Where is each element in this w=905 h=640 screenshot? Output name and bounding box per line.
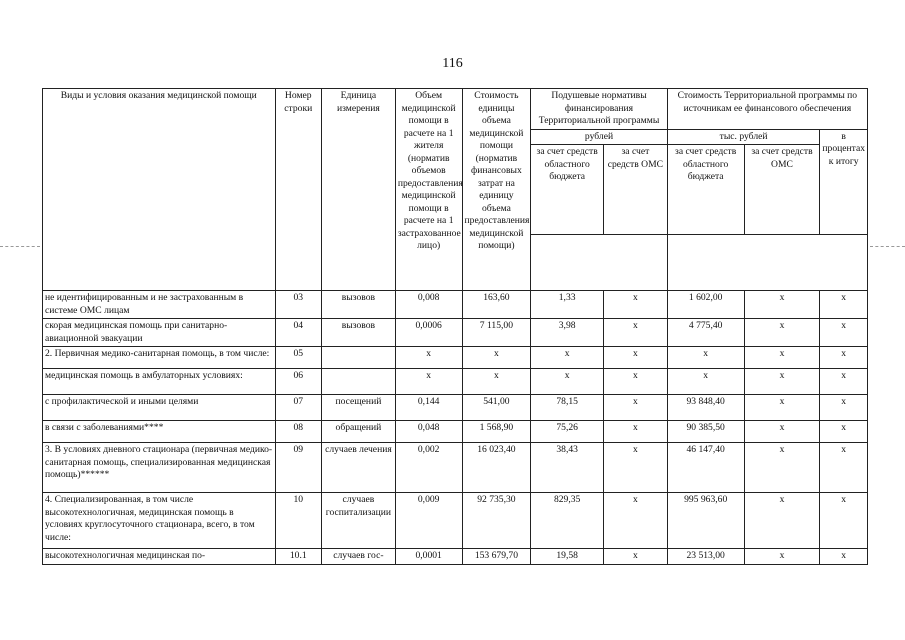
table-row — [43, 421, 868, 443]
row-cost-budget: 4 775,40 — [667, 319, 744, 347]
row-unit-cost: 92 735,30 — [462, 493, 531, 549]
row-percent: х — [820, 443, 868, 493]
row-number: 08 — [275, 421, 322, 443]
scan-artifact-line-left — [0, 246, 40, 247]
row-cost-budget: 23 513,00 — [667, 549, 744, 565]
table-row — [43, 395, 868, 421]
row-percent: х — [820, 421, 868, 443]
header-percent-of-total: в процентах к итогу — [820, 129, 868, 235]
row-percapita-budget: 1,33 — [531, 291, 604, 319]
row-number: 03 — [275, 291, 322, 319]
row-number: 04 — [275, 319, 322, 347]
row-label: 3. В условиях дневного стационара (первичная медико-санитарная помощь, специализированная медицинская помощь)****** — [43, 443, 276, 493]
header-program-cost-group: Стоимость Территориальной программы по источникам ее финансового обеспечения — [667, 89, 867, 130]
row-volume: х — [395, 369, 462, 395]
row-percapita-oms: х — [604, 493, 668, 549]
row-unit-cost: 541,00 — [462, 395, 531, 421]
row-unit: посещений — [322, 395, 396, 421]
row-unit — [322, 369, 396, 395]
row-unit-cost: 16 023,40 — [462, 443, 531, 493]
row-label: не идентифицированным и не застрахованным в системе ОМС лицам — [43, 291, 276, 319]
row-unit-cost: 163,60 — [462, 291, 531, 319]
row-cost-oms: х — [744, 421, 820, 443]
row-label: 2. Первичная медико-санитарная помощь, в том числе: — [43, 347, 276, 369]
row-percapita-budget: х — [531, 347, 604, 369]
row-percapita-budget: 19,58 — [531, 549, 604, 565]
row-cost-oms: х — [744, 369, 820, 395]
row-cost-oms: х — [744, 443, 820, 493]
row-volume: 0,144 — [395, 395, 462, 421]
row-percent: х — [820, 319, 868, 347]
row-cost-oms: х — [744, 291, 820, 319]
row-percapita-oms: х — [604, 421, 668, 443]
row-percapita-oms: х — [604, 549, 668, 565]
row-percapita-budget: 78,15 — [531, 395, 604, 421]
header-row-number: Номер строки — [275, 89, 322, 291]
row-percapita-budget: 75,26 — [531, 421, 604, 443]
row-volume: 0,048 — [395, 421, 462, 443]
row-volume: 0,009 — [395, 493, 462, 549]
header-spacer-left — [531, 235, 667, 291]
row-percapita-budget: 38,43 — [531, 443, 604, 493]
row-number: 09 — [275, 443, 322, 493]
row-volume: 0,0001 — [395, 549, 462, 565]
scan-artifact-line-right — [870, 246, 905, 247]
row-label: в связи с заболеваниями**** — [43, 421, 276, 443]
row-cost-oms: х — [744, 347, 820, 369]
row-unit: вызовов — [322, 319, 396, 347]
table-row — [43, 319, 868, 347]
header-percapita-budget: за счет средств областного бюджета — [531, 145, 604, 235]
row-cost-budget: х — [667, 369, 744, 395]
row-percapita-oms: х — [604, 369, 668, 395]
row-percapita-budget: х — [531, 369, 604, 395]
row-number: 05 — [275, 347, 322, 369]
row-label: с профилактической и иными целями — [43, 395, 276, 421]
row-unit-cost: х — [462, 347, 531, 369]
row-percent: х — [820, 291, 868, 319]
row-cost-oms: х — [744, 493, 820, 549]
header-volume: Объем медицинской помощи в расчете на 1 жителя (норматив объемов предоставления медицинской помощи в расчете на 1 застрахованное лицо) — [395, 89, 462, 291]
row-percapita-budget: 829,35 — [531, 493, 604, 549]
header-spacer-right — [667, 235, 867, 291]
table-row — [43, 291, 868, 319]
table-row — [43, 443, 868, 493]
header-unit: Единица измерения — [322, 89, 396, 291]
header-cost-budget: за счет средств областного бюджета — [667, 145, 744, 235]
funding-table — [42, 88, 868, 565]
row-number: 06 — [275, 369, 322, 395]
row-cost-budget: 90 385,50 — [667, 421, 744, 443]
header-percapita-group: Подушевые нормативы финансирования Территориальной программы — [531, 89, 667, 130]
row-percapita-oms: х — [604, 443, 668, 493]
row-number: 07 — [275, 395, 322, 421]
row-cost-oms: х — [744, 395, 820, 421]
row-volume: 0,008 — [395, 291, 462, 319]
header-cost-oms: за счет средств ОМС — [744, 145, 820, 235]
row-cost-budget: 46 147,40 — [667, 443, 744, 493]
row-cost-budget: 93 848,40 — [667, 395, 744, 421]
header-unit-rubles: рублей — [531, 129, 667, 145]
row-cost-budget: 995 963,60 — [667, 493, 744, 549]
row-unit-cost: 153 679,70 — [462, 549, 531, 565]
row-volume: 0,0006 — [395, 319, 462, 347]
row-percapita-oms: х — [604, 291, 668, 319]
row-unit: случаев госпитализации — [322, 493, 396, 549]
row-volume: х — [395, 347, 462, 369]
row-unit: обращений — [322, 421, 396, 443]
row-cost-oms: х — [744, 549, 820, 565]
header-type-conditions: Виды и условия оказания медицинской помощи — [43, 89, 276, 291]
row-percapita-oms: х — [604, 319, 668, 347]
row-unit: случаев гос- — [322, 549, 396, 565]
page-number: 116 — [442, 56, 463, 71]
row-label: 4. Специализированная, в том числе высокотехнологичная, медицинская помощь в условиях круглосуточного стационара, всего, в том числе: — [43, 493, 276, 549]
row-cost-budget: х — [667, 347, 744, 369]
row-percapita-oms: х — [604, 395, 668, 421]
row-volume: 0,002 — [395, 443, 462, 493]
table-row — [43, 549, 868, 565]
row-unit-cost: 1 568,90 — [462, 421, 531, 443]
row-number: 10 — [275, 493, 322, 549]
row-percent: х — [820, 347, 868, 369]
header-percapita-oms: за счет средств ОМС — [604, 145, 668, 235]
row-cost-budget: 1 602,00 — [667, 291, 744, 319]
row-percent: х — [820, 369, 868, 395]
table-row — [43, 493, 868, 549]
row-label: высокотехнологичная медицинская по- — [43, 549, 276, 565]
row-unit: вызовов — [322, 291, 396, 319]
row-unit-cost: 7 115,00 — [462, 319, 531, 347]
row-label: медицинская помощь в амбулаторных условиях: — [43, 369, 276, 395]
row-cost-oms: х — [744, 319, 820, 347]
row-percapita-oms: х — [604, 347, 668, 369]
row-unit: случаев лечения — [322, 443, 396, 493]
header-unit-cost: Стоимость единицы объема медицинской помощи (норматив финансовых затрат на единицу объема предоставления медицинской помощи) — [462, 89, 531, 291]
row-unit-cost: х — [462, 369, 531, 395]
row-number: 10.1 — [275, 549, 322, 565]
table-row — [43, 347, 868, 369]
row-label: скорая медицинская помощь при санитарно-авиационной эвакуации — [43, 319, 276, 347]
header-unit-thousand-rubles: тыс. рублей — [667, 129, 820, 145]
table-row — [43, 369, 868, 395]
row-percent: х — [820, 493, 868, 549]
row-percapita-budget: 3,98 — [531, 319, 604, 347]
row-unit — [322, 347, 396, 369]
row-percent: х — [820, 549, 868, 565]
row-percent: х — [820, 395, 868, 421]
